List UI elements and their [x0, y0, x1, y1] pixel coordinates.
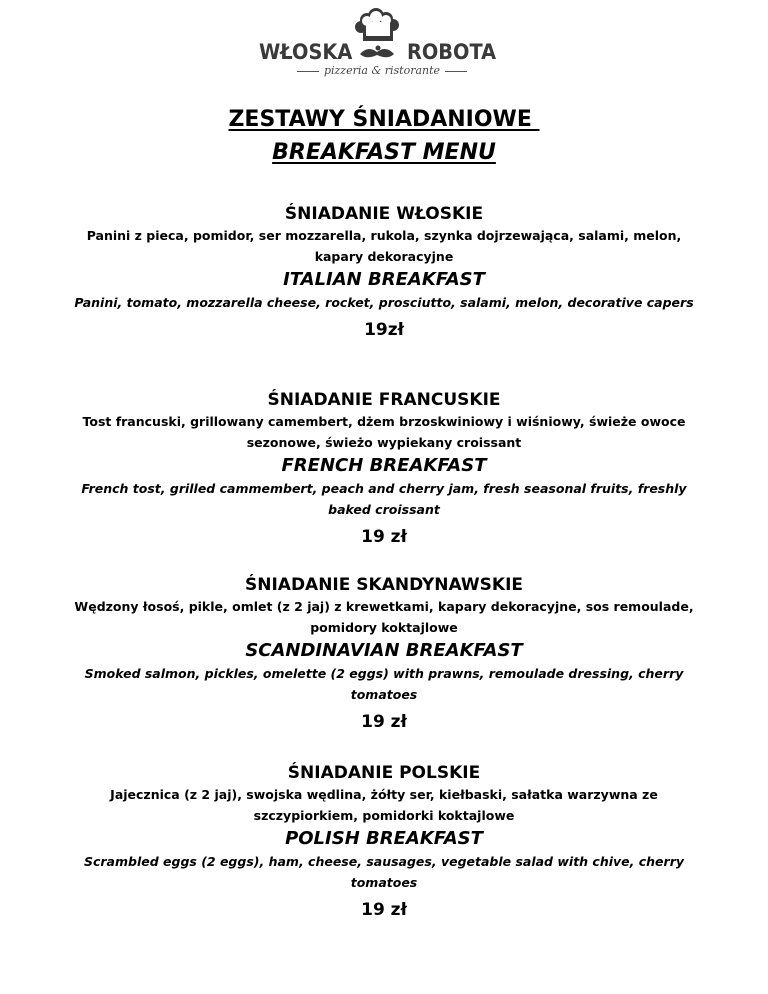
menu-title-english: BREAKFAST MENU	[272, 140, 496, 165]
menu-section-italian	[0, 203, 768, 343]
dish-description-en: Smoked salmon, pickles, omelette (2 eggs) with prawns, remoulade dressing, cherry tomatoes	[84, 666, 684, 702]
menu-section-scandinavian	[0, 574, 768, 735]
menu-section-polish	[0, 762, 768, 923]
dish-description-en: French tost, grilled cammembert, peach and cherry jam, fresh seasonal fruits, freshly baked croissant	[81, 481, 687, 517]
dish-name-pl: ŚNIADANIE POLSKIE	[287, 763, 481, 783]
logo-subtitle-line	[255, 64, 509, 77]
dish-name-pl: ŚNIADANIE FRANCUSKIE	[267, 390, 501, 410]
dish-name-en: SCANDINAVIAN BREAKFAST	[245, 640, 523, 661]
dish-name-pl: ŚNIADANIE SKANDYNAWSKIE	[244, 575, 524, 595]
dish-price: 19 zł	[361, 527, 407, 547]
restaurant-logo	[255, 8, 509, 82]
dish-description-en: Scrambled eggs (2 eggs), ham, cheese, sausages, vegetable salad with chive, cherry tomatoes	[83, 854, 685, 890]
dish-description-pl: Wędzony łosoś, pikle, omlet (z 2 jaj) z krewetkami, kapary dekoracyjne, sos remoulade, pomidory koktajlowe	[74, 599, 694, 635]
dish-description-pl: Panini z pieca, pomidor, ser mozzarella, rukola, szynka dojrzewająca, salami, melon, kapary dekoracyjne	[86, 228, 682, 264]
dish-name-en: FRENCH BREAKFAST	[281, 455, 487, 476]
dish-price: 19zł	[364, 320, 404, 340]
logo-subtitle: pizzeria & ristorante	[323, 64, 441, 77]
dish-price: 19 zł	[361, 900, 407, 920]
dish-description-pl: Jajecznica (z 2 jaj), swojska wędlina, żółty ser, kiełbaski, sałatka warzywna ze szczypiorkiem, pomidorki koktajlowe	[110, 787, 658, 823]
menu-section-french	[0, 389, 768, 550]
logo-text-right: ROBOTA	[407, 40, 497, 64]
dish-price: 19 zł	[361, 712, 407, 732]
dish-description-pl: Tost francuski, grillowany camembert, dżem brzoskwiniowy i wiśniowy, świeże owoce sezonowe, świeżo wypiekany croissant	[82, 414, 686, 450]
dish-name-en: POLISH BREAKFAST	[285, 828, 483, 849]
menu-title-polish: ZESTAWY ŚNIADANIOWE	[228, 107, 540, 132]
dish-name-en: ITALIAN BREAKFAST	[283, 269, 485, 290]
logo-text-left: WŁOSKA	[259, 40, 353, 64]
dish-description-en: Panini, tomato, mozzarella cheese, rocket, prosciutto, salami, melon, decorative capers	[74, 295, 694, 310]
dish-name-pl: ŚNIADANIE WŁOSKIE	[284, 204, 484, 224]
